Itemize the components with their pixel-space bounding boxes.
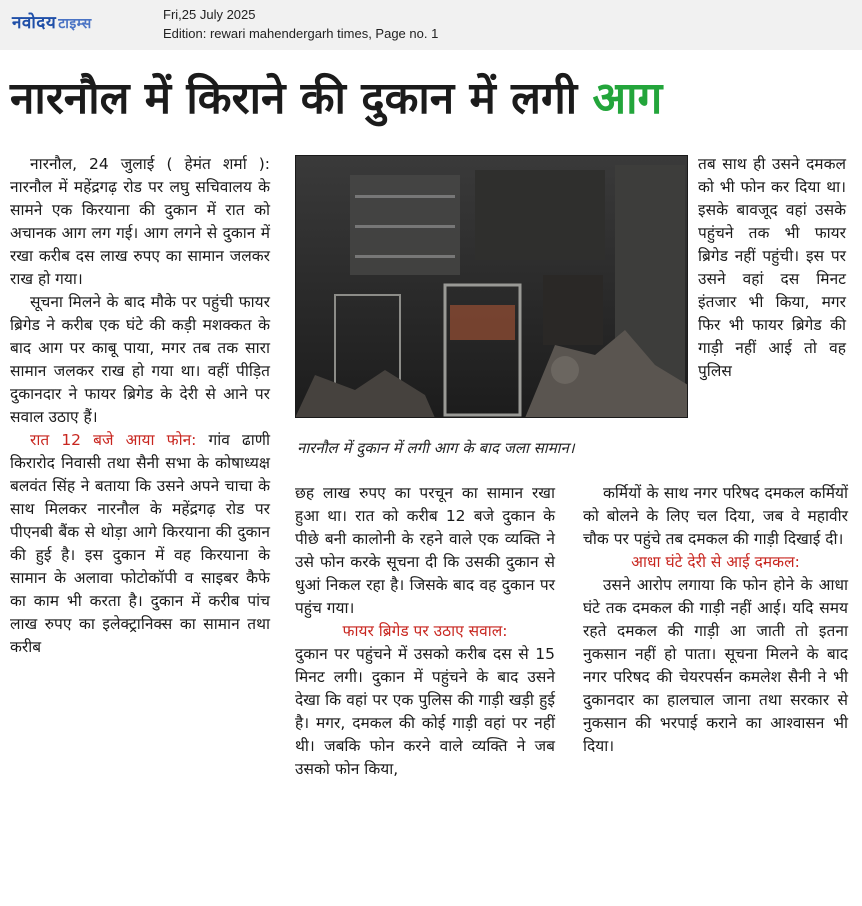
- photo-caption: नारनौल में दुकान में लगी आग के बाद जला सामान।: [297, 439, 575, 457]
- paragraph: नारनौल, 24 जुलाई ( हेमंत शर्मा ): नारनौल में महेंद्रगढ़ रोड पर लघु सचिवालय के सामने एक किरयाना की दुकान में रात को अचानक आग लग गई। आग लगने से दुकान में रखा करीब दस लाख रुपए का सामान जलकर राख हो गया।: [10, 155, 270, 288]
- paragraph: सूचना मिलने के बाद मौके पर पहुंची फायर ब्रिगेड ने करीब एक घंटे की कड़ी मशक्कत के बाद आग पर काबू पाया, मगर तब तक सारा सामान जलकर राख हो गया था। वहीं पीड़ित दुकानदार ने फायर ब्रिगेड के देरी से आने पर सवाल उठाए हैं।: [10, 293, 270, 426]
- article-column-2: [295, 482, 555, 781]
- logo-sub: टाइम्स: [58, 16, 92, 32]
- paragraph: उसने आरोप लगाया कि फोन होने के आधा घंटे तक दमकल की गाड़ी नहीं आई। यदि समय रहते दमकल की गाड़ी आ जाती तो इतना नुकसान नहीं हो पाता। सूचना मिलने के बाद नगर परिषद की चेयरपर्सन कमलेश सैनी ने भी दुकानदार का हालचाल जाना तथा सरकार से नुकसान की भरपाई कराने का आश्वासन भी दिया।: [583, 576, 848, 755]
- article-column-1: [10, 153, 270, 659]
- paragraph: तब साथ ही उसने दमकल को भी फोन कर दिया था। इसके बावजूद वहां उसके पहुंचने तक भी फायर ब्रिगेड नहीं पहुंची। इस पर उसने वहां दस मिनट इंतजार भी किया, मगर फिर भी फायर ब्रिगेड की गाड़ी नहीं आई तो वह पुलिस: [698, 155, 846, 380]
- article-column-4: [698, 153, 846, 383]
- page-header: [0, 0, 862, 50]
- article-column-3: [583, 482, 848, 758]
- paragraph: छह लाख रुपए का परचून का सामान रखा हुआ था। रात को करीब 12 बजे दुकान के पीछे बनी कालोनी के रहने वाले एक व्यक्ति ने उसे फोन करके सूचना दी कि उसकी दुकान से धुआं निकल रहा है। जिसके बाद वह दुकान पर पहुंच गया।: [295, 484, 555, 617]
- paragraph: दुकान पर पहुंचने में उसको करीब दस से 15 मिनट लगी। दुकान में पहुंचने के बाद उसने देखा कि वहां पर एक पुलिस की गाड़ी खड़ी हुई है। मगर, दमकल की कोई गाड़ी वहां पर नहीं थी। जबकि फोन करने वाले व्यक्ति ने जब उसको फोन किया,: [295, 645, 555, 778]
- subhead-line: [583, 551, 848, 574]
- logo-main: नवोदय: [12, 13, 57, 33]
- subhead: आधा घंटे देरी से आई दमकल:: [631, 553, 800, 571]
- headline-main: नारनौल में किराने की दुकान में लगी: [10, 73, 578, 124]
- subhead-line: [295, 620, 555, 643]
- subhead: रात 12 बजे आया फोन:: [30, 431, 197, 449]
- headline-accent: आग: [592, 73, 663, 124]
- publish-date: Fri,25 July 2025: [163, 7, 256, 22]
- subhead: फायर ब्रिगेड पर उठाए सवाल:: [342, 622, 508, 640]
- newspaper-logo[interactable]: [12, 10, 92, 33]
- edition-info: Edition: rewari mahendergarh times, Page no. 1: [163, 26, 439, 41]
- article-headline: [10, 70, 855, 128]
- paragraph-with-subhead: [10, 429, 270, 659]
- fire-damage-photo: [295, 155, 688, 418]
- edition-meta: [163, 5, 438, 43]
- paragraph: कर्मियों के साथ नगर परिषद दमकल कर्मियों को बोलने के लिए चल दिया, जब वे महावीर चौक पर पहुंचे तब दमकल की गाड़ी दिखाई दी।: [583, 484, 848, 548]
- burnt-shop-illustration: [295, 155, 688, 418]
- paragraph-text: गांव ढाणी किरारोद निवासी तथा सैनी सभा के कोषाध्यक्ष बलवंत सिंह ने बताया कि उसने अपने चाचा के साथ मिलकर नारनौल के महेंद्रगढ़ रोड पर पीएनबी बैंक से थोड़ा आगे किरयाना की दुकान की हुई है। इस दुकान में वह किरयाना के सामान के अलावा फोटोकॉपी व साइबर कैफे का काम भी करता है। दुकान में करीब पांच लाख रुपए का इलेक्ट्रानिक्स का सामान तथा करीब: [10, 431, 270, 656]
